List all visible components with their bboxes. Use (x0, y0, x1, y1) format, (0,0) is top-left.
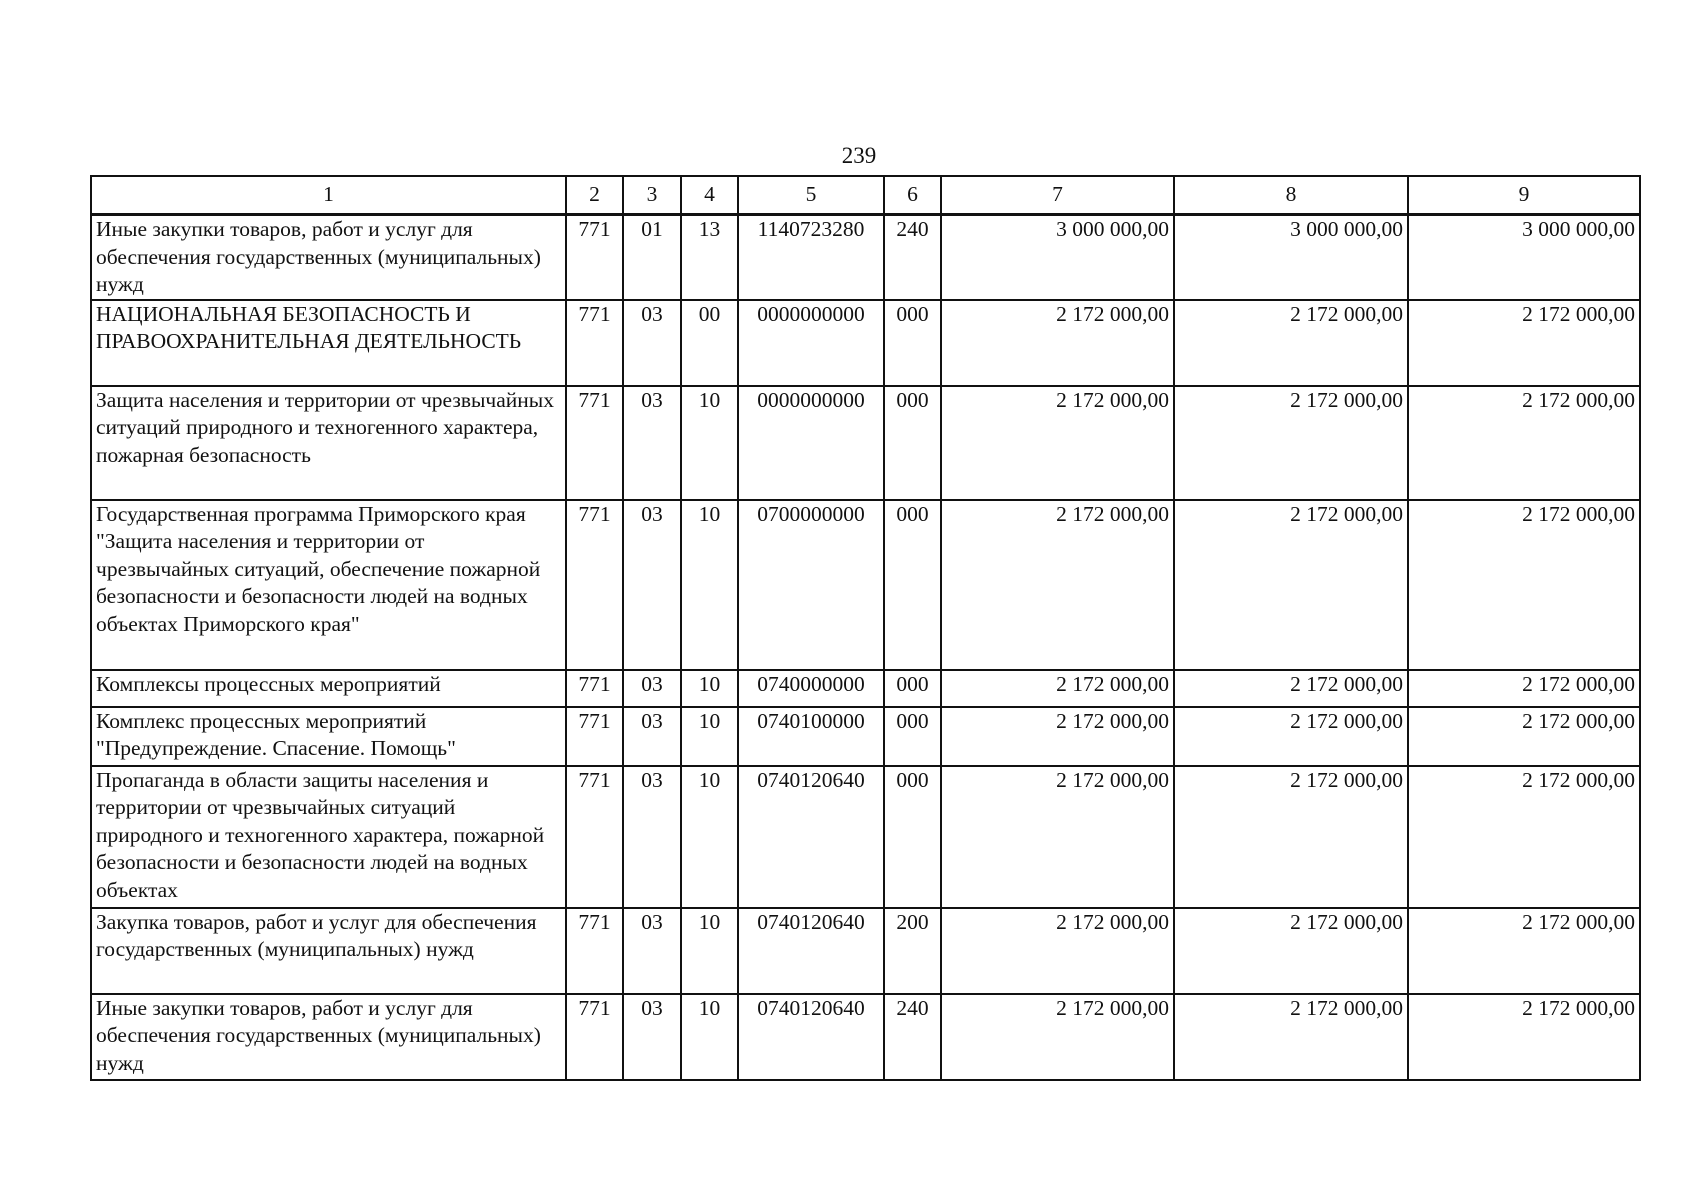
cell-admin-code: 771 (566, 670, 623, 707)
cell-subsection: 10 (681, 908, 738, 994)
cell-section: 03 (623, 300, 681, 386)
table-row (91, 707, 1640, 766)
cell-admin-code: 771 (566, 386, 623, 500)
budget-table (90, 175, 1641, 1081)
cell-amount-9: 2 172 000,00 (1408, 300, 1640, 386)
cell-expense-type: 000 (884, 300, 941, 386)
row-name: Защита населения и территории от чрезвычайных ситуаций природного и техногенного характера, пожарная безопасность (91, 386, 566, 500)
cell-target-article: 1140723280 (738, 215, 884, 300)
cell-amount-9: 2 172 000,00 (1408, 766, 1640, 908)
column-header: 5 (738, 176, 884, 215)
cell-expense-type: 000 (884, 707, 941, 766)
table-row (91, 766, 1640, 908)
table-row (91, 300, 1640, 386)
cell-subsection: 00 (681, 300, 738, 386)
cell-section: 03 (623, 994, 681, 1080)
column-header: 9 (1408, 176, 1640, 215)
cell-admin-code: 771 (566, 908, 623, 994)
cell-amount-7: 3 000 000,00 (941, 215, 1174, 300)
cell-expense-type: 000 (884, 500, 941, 670)
row-name: Комплексы процессных мероприятий (91, 670, 566, 707)
cell-amount-8: 2 172 000,00 (1174, 300, 1408, 386)
cell-amount-7: 2 172 000,00 (941, 300, 1174, 386)
cell-amount-9: 2 172 000,00 (1408, 994, 1640, 1080)
cell-target-article: 0700000000 (738, 500, 884, 670)
cell-target-article: 0740120640 (738, 994, 884, 1080)
cell-amount-7: 2 172 000,00 (941, 500, 1174, 670)
column-header: 7 (941, 176, 1174, 215)
cell-expense-type: 240 (884, 215, 941, 300)
cell-amount-9: 3 000 000,00 (1408, 215, 1640, 300)
cell-subsection: 10 (681, 994, 738, 1080)
cell-subsection: 13 (681, 215, 738, 300)
cell-amount-7: 2 172 000,00 (941, 766, 1174, 908)
row-name: Государственная программа Приморского края "Защита населения и территории от чрезвычайных ситуаций, обеспечение пожарной безопасности и безопасности людей на водных объектах Приморского края" (91, 500, 566, 670)
column-header: 1 (91, 176, 566, 215)
table-row (91, 994, 1640, 1080)
cell-admin-code: 771 (566, 766, 623, 908)
cell-admin-code: 771 (566, 994, 623, 1080)
cell-section: 03 (623, 908, 681, 994)
row-name: Пропаганда в области защиты населения и территории от чрезвычайных ситуаций природного и техногенного характера, пожарной безопасности и безопасности людей на водных объектах (91, 766, 566, 908)
cell-subsection: 10 (681, 707, 738, 766)
cell-amount-9: 2 172 000,00 (1408, 707, 1640, 766)
cell-admin-code: 771 (566, 215, 623, 300)
cell-amount-8: 2 172 000,00 (1174, 766, 1408, 908)
cell-target-article: 0000000000 (738, 386, 884, 500)
cell-target-article: 0740000000 (738, 670, 884, 707)
cell-amount-7: 2 172 000,00 (941, 707, 1174, 766)
cell-amount-7: 2 172 000,00 (941, 386, 1174, 500)
table-row (91, 386, 1640, 500)
cell-amount-7: 2 172 000,00 (941, 670, 1174, 707)
column-header: 8 (1174, 176, 1408, 215)
row-name: НАЦИОНАЛЬНАЯ БЕЗОПАСНОСТЬ И ПРАВООХРАНИТЕЛЬНАЯ ДЕЯТЕЛЬНОСТЬ (91, 300, 566, 386)
column-header: 2 (566, 176, 623, 215)
cell-amount-9: 2 172 000,00 (1408, 386, 1640, 500)
cell-expense-type: 000 (884, 670, 941, 707)
column-header: 6 (884, 176, 941, 215)
cell-amount-7: 2 172 000,00 (941, 994, 1174, 1080)
table-row (91, 500, 1640, 670)
cell-amount-8: 2 172 000,00 (1174, 500, 1408, 670)
cell-section: 03 (623, 766, 681, 908)
cell-amount-8: 2 172 000,00 (1174, 707, 1408, 766)
table-header-row (91, 176, 1640, 215)
cell-section: 03 (623, 707, 681, 766)
cell-amount-9: 2 172 000,00 (1408, 670, 1640, 707)
table-row (91, 670, 1640, 707)
table-row (91, 215, 1640, 300)
cell-target-article: 0740120640 (738, 766, 884, 908)
cell-section: 03 (623, 500, 681, 670)
cell-amount-9: 2 172 000,00 (1408, 500, 1640, 670)
column-header: 3 (623, 176, 681, 215)
cell-section: 03 (623, 386, 681, 500)
cell-admin-code: 771 (566, 707, 623, 766)
cell-expense-type: 000 (884, 386, 941, 500)
cell-admin-code: 771 (566, 500, 623, 670)
cell-amount-8: 3 000 000,00 (1174, 215, 1408, 300)
cell-target-article: 0740100000 (738, 707, 884, 766)
page-number: 239 (841, 143, 877, 168)
cell-amount-9: 2 172 000,00 (1408, 908, 1640, 994)
column-header: 4 (681, 176, 738, 215)
row-name: Закупка товаров, работ и услуг для обеспечения государственных (муниципальных) нужд (91, 908, 566, 994)
cell-target-article: 0740120640 (738, 908, 884, 994)
table-row (91, 908, 1640, 994)
cell-amount-8: 2 172 000,00 (1174, 670, 1408, 707)
cell-target-article: 0000000000 (738, 300, 884, 386)
cell-admin-code: 771 (566, 300, 623, 386)
cell-subsection: 10 (681, 670, 738, 707)
cell-subsection: 10 (681, 386, 738, 500)
cell-section: 01 (623, 215, 681, 300)
cell-section: 03 (623, 670, 681, 707)
cell-expense-type: 240 (884, 994, 941, 1080)
cell-amount-8: 2 172 000,00 (1174, 386, 1408, 500)
row-name: Комплекс процессных мероприятий "Предупреждение. Спасение. Помощь" (91, 707, 566, 766)
cell-subsection: 10 (681, 766, 738, 908)
cell-subsection: 10 (681, 500, 738, 670)
cell-expense-type: 000 (884, 766, 941, 908)
row-name: Иные закупки товаров, работ и услуг для обеспечения государственных (муниципальных) нужд (91, 215, 566, 300)
cell-amount-7: 2 172 000,00 (941, 908, 1174, 994)
cell-amount-8: 2 172 000,00 (1174, 908, 1408, 994)
row-name: Иные закупки товаров, работ и услуг для обеспечения государственных (муниципальных) нужд (91, 994, 566, 1080)
cell-expense-type: 200 (884, 908, 941, 994)
cell-amount-8: 2 172 000,00 (1174, 994, 1408, 1080)
